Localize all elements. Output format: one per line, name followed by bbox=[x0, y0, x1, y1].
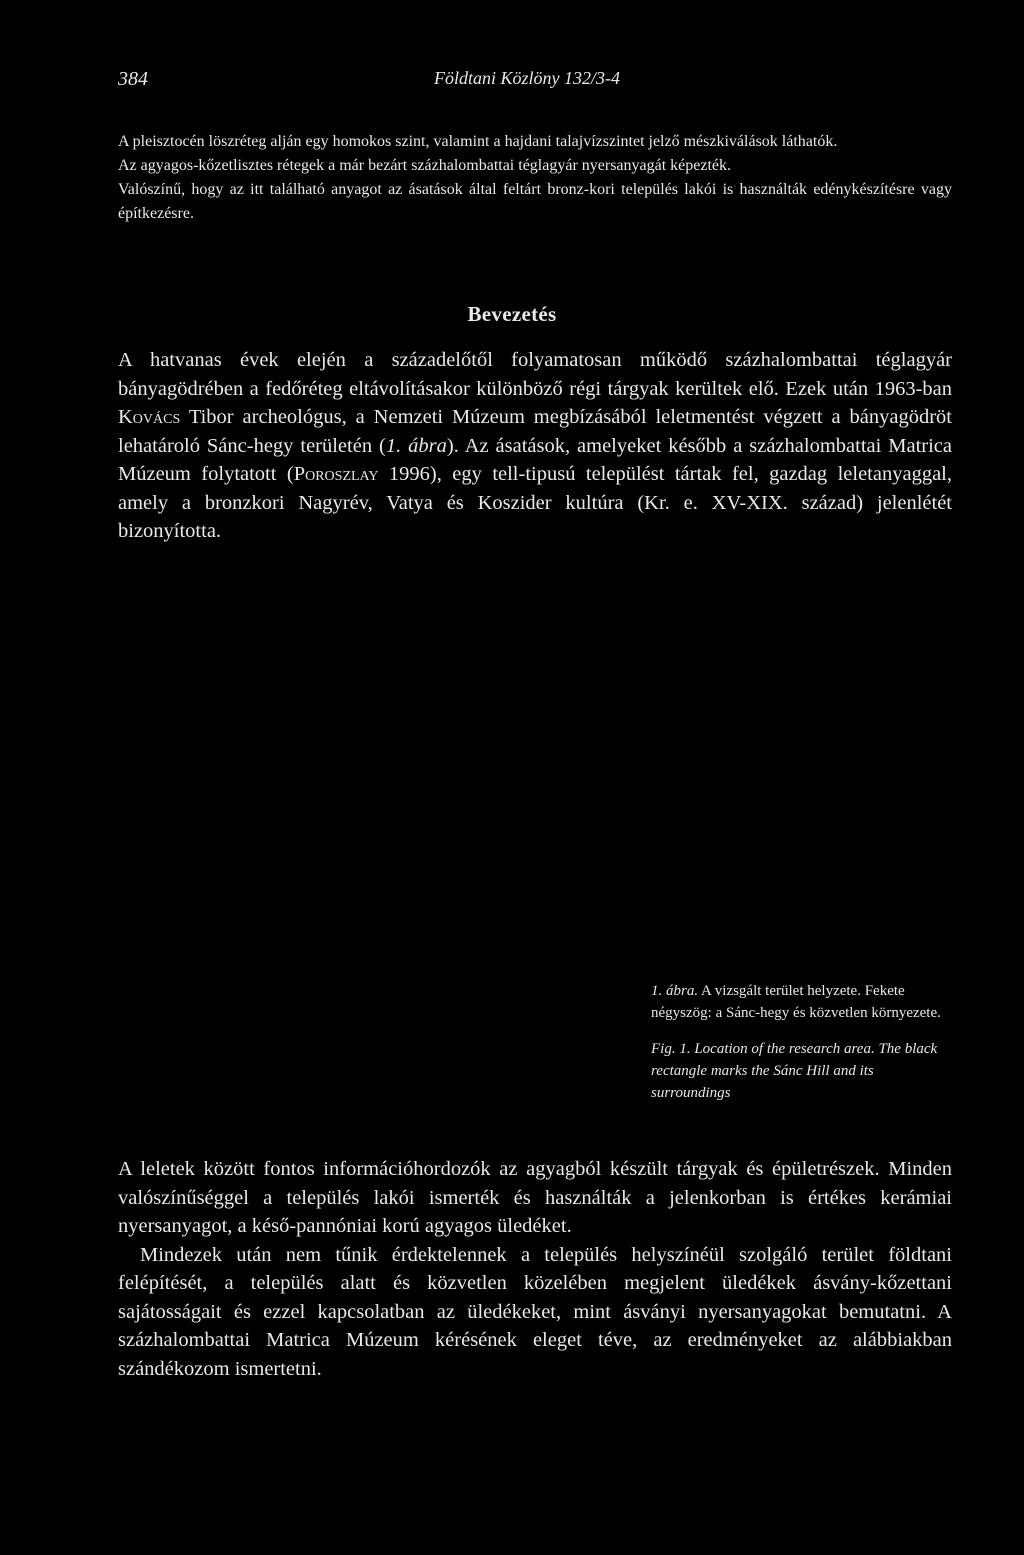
figure-label: 1. ábra. bbox=[651, 983, 699, 999]
caption-line: A pleisztocén löszréteg alján egy homokos szint, valamint a hajdani talajvízszintet jelző mészkiválások láthatók. bbox=[118, 133, 838, 150]
figure-caption-text: A vizsgált terület helyzete. Fekete négyszög: a Sánc-hegy és közvetlen környezete. bbox=[651, 983, 941, 1021]
body-paragraphs bbox=[118, 1155, 952, 1383]
paragraph: A leletek között fontos információhordozók az agyagból készült tárgyak és épületrészek. Minden valószínűséggel a település lakói ismerték és használták a jelenkorban is értékes kerámiai nyersanyagot, a késő-pannóniai korú agyagos üledéket. bbox=[118, 1158, 952, 1237]
photo-caption bbox=[118, 130, 952, 226]
text-run: 1996), egy tell-tipusú települést tártak fel, gazdag leletanyaggal, amely a bronzkori Nagyrév, Vatya és Koszider kultúra (Kr. e. XV-XIX. század) jelenlétét bizonyította. bbox=[118, 463, 952, 542]
text-run: A hatvanas évek elején a századelőtől folyamatosan működő százhalombattai téglagyár bányagödrében a fedőréteg eltávolításakor különböző régi tárgyak kerültek elő. Ezek után 1963-ban bbox=[118, 349, 952, 400]
text-run: ). Az ásatások, amelyeket később a százhalombattai Matrica Múzeum folytatott ( bbox=[118, 434, 952, 485]
figure-caption-en: Fig. 1. Location of the research area. The black rectangle marks the Sánc Hill and its surroundings bbox=[651, 1041, 938, 1101]
section-heading: Bevezetés bbox=[467, 302, 557, 326]
paragraph: Mindezek után nem tűnik érdektelennek a település helyszínéül szolgáló terület földtani felépítését, a település alatt és közvetlen közelében megjelent üledékek ásvány-kőzettani sajátosságait és ezzel kapcsolatban az üledékeket, mint ásványi nyersanyagokat bemutatni. A százhalombattai Matrica Múzeum kérésének eleget téve, az eredményeket az alábbiakban szándékozom ismertetni. bbox=[118, 1243, 952, 1380]
figure-caption bbox=[651, 980, 951, 1104]
figure-caption-hu bbox=[651, 980, 951, 1024]
introduction-paragraph bbox=[118, 346, 952, 546]
text-run: Tibor archeológus, a Nemzeti Múzeum megbízásából leletmentést végzett a bányagödröt lehatároló Sánc-hegy területén ( bbox=[118, 406, 952, 457]
running-header bbox=[118, 68, 946, 96]
author-name: Poroszlay bbox=[293, 463, 379, 485]
paragraph bbox=[118, 346, 952, 546]
caption-line: Az agyagos-kőzetlisztes rétegek a már bezárt százhalombattai téglagyár nyersanyagát képezték. bbox=[118, 157, 732, 174]
caption-line: Valószínű, hogy az itt található anyagot az ásatások által feltárt bronz-kori település lakói is használták edénykészítésre vagy építkezésre. bbox=[118, 181, 952, 222]
author-name: Kovács bbox=[118, 406, 181, 428]
page-number: 384 bbox=[118, 68, 148, 90]
figure-reference[interactable]: 1. ábra bbox=[385, 434, 447, 457]
journal-title: Földtani Közlöny 132/3-4 bbox=[434, 68, 620, 88]
